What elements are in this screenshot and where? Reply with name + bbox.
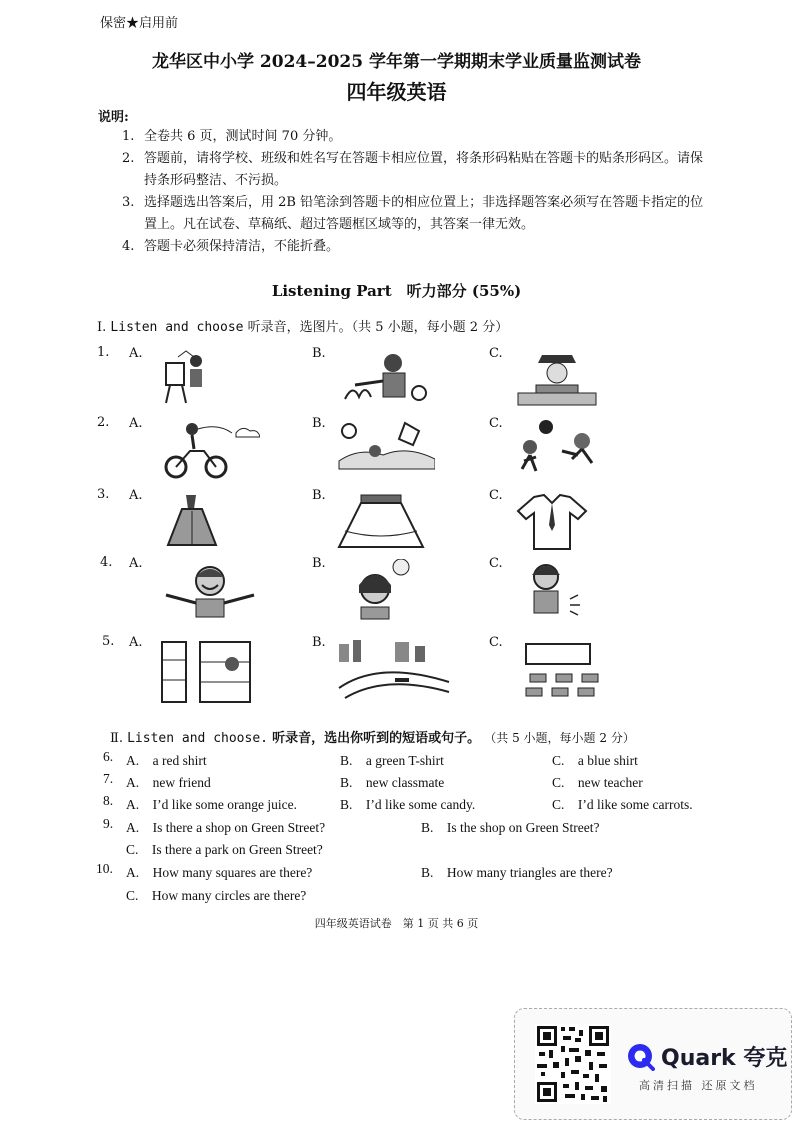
part1-instruction-zh: 听录音，选图片。（共 5 小题，每小题 2 分） xyxy=(247,320,509,335)
question-4-number: 4. xyxy=(100,555,113,570)
q8-option-a: A. I’d like some orange juice. xyxy=(126,797,297,812)
q10-option-c: C. How many circles are there? xyxy=(126,888,307,903)
part2-instruction xyxy=(110,727,635,746)
happy-girl-picture[interactable] xyxy=(160,559,260,625)
playing-football-picture[interactable] xyxy=(512,419,612,485)
q7-number: 7. xyxy=(103,771,114,786)
question-3-option-b[interactable]: B. xyxy=(312,488,326,503)
q6-option-b: B. a green T-shirt xyxy=(340,753,444,768)
q10-option-b: B. How many triangles are there? xyxy=(421,865,613,880)
question-3-option-a[interactable]: A. xyxy=(129,488,143,503)
playground-picture[interactable] xyxy=(335,638,461,704)
question-2-number: 2. xyxy=(97,415,110,430)
question-3-number: 3. xyxy=(97,487,110,502)
hungry-girl-picture[interactable] xyxy=(512,559,612,625)
q6-option-a: A. a red shirt xyxy=(126,753,207,768)
q10-option-a: A. How many squares are there? xyxy=(126,865,313,880)
notes-list xyxy=(122,126,707,258)
question-5-number: 5. xyxy=(102,634,115,649)
question-1-option-c[interactable]: C. xyxy=(489,346,503,361)
question-5-option-a[interactable]: A. xyxy=(129,635,143,650)
q8-number: 8. xyxy=(103,793,114,808)
painter-picture[interactable] xyxy=(160,349,260,415)
q9-option-a: A. Is there a shop on Green Street? xyxy=(126,820,326,835)
confidential-label: 保密★启用前 xyxy=(100,16,179,31)
question-2-option-b[interactable]: B. xyxy=(312,416,326,431)
q6-option-c: C. a blue shirt xyxy=(552,753,638,768)
riding-bike-picture[interactable] xyxy=(160,419,260,485)
q7-option-b: B. new classmate xyxy=(340,775,445,790)
question-1-option-b[interactable]: B. xyxy=(312,346,326,361)
question-1-number: 1. xyxy=(97,345,110,360)
quark-brand: Quark 夸克 xyxy=(661,1046,788,1071)
quark-watermark xyxy=(514,1008,792,1120)
question-2-option-c[interactable]: C. xyxy=(489,416,503,431)
question-5-option-c[interactable]: C. xyxy=(489,635,503,650)
part2-instruction-en: Listen and choose. xyxy=(127,731,268,746)
part2-instruction-score: （共 5 小题，每小题 2 分） xyxy=(484,731,635,745)
skirt-picture[interactable] xyxy=(335,491,435,557)
police-officer-picture[interactable] xyxy=(512,349,612,415)
qr-code-icon xyxy=(535,1024,611,1104)
note-item: 4. 答题卡必须保持清洁，不能折叠。 xyxy=(122,239,340,254)
notes-heading: 说明: xyxy=(98,110,129,125)
quark-tagline: 高清扫描 还原文档 xyxy=(639,1079,758,1092)
q8-option-b: B. I’d like some candy. xyxy=(340,797,476,812)
thinking-girl-picture[interactable] xyxy=(335,559,435,625)
library-picture[interactable] xyxy=(160,638,260,704)
question-4-option-a[interactable]: A. xyxy=(129,556,143,571)
question-4-option-c[interactable]: C. xyxy=(489,556,503,571)
q7-option-a: A. new friend xyxy=(126,775,211,790)
shirt-picture[interactable] xyxy=(512,491,612,557)
question-4-option-b[interactable]: B. xyxy=(312,556,326,571)
question-2-option-a[interactable]: A. xyxy=(129,416,143,431)
q6-number: 6. xyxy=(103,749,114,764)
question-5-option-b[interactable]: B. xyxy=(312,635,326,650)
listening-section-title: Listening Part 听力部分 (55%) xyxy=(271,282,522,300)
exam-title: 龙华区中小学 2024–2025 学年第一学期期末学业质量监测试卷 xyxy=(152,52,641,72)
q9-option-c: C. Is there a park on Green Street? xyxy=(126,842,323,857)
dress-picture[interactable] xyxy=(160,491,260,557)
quark-logo-icon xyxy=(627,1043,655,1071)
classroom-picture[interactable] xyxy=(512,638,612,704)
page-footer: 四年级英语试卷 第 1 页 共 6 页 xyxy=(314,917,479,930)
q10-number: 10. xyxy=(96,861,113,876)
part2-instruction-zh: 听录音，选出你听到的短语或句子。 xyxy=(272,731,481,746)
q7-option-c: C. new teacher xyxy=(552,775,643,790)
q9-number: 9. xyxy=(103,816,114,831)
q8-option-c: C. I’d like some carrots. xyxy=(552,797,693,812)
question-1-option-a[interactable]: A. xyxy=(129,346,143,361)
exam-subject: 四年级英语 xyxy=(346,80,447,104)
part1-roman: Ⅰ. xyxy=(97,320,107,335)
part1-instruction xyxy=(97,316,508,335)
question-3-option-c[interactable]: C. xyxy=(489,488,503,503)
note-item: 3. 选择题选出答案后，用 2B 铅笔涂到答题卡的相应位置上；非选择题答案必须写在答题卡指定的位置上。凡在试卷、草稿纸、超过答题框区域等的，其答案一律无效。 xyxy=(122,195,704,232)
firefighter-picture[interactable] xyxy=(335,349,435,415)
note-item: 2. 答题前，请将学校、班级和姓名写在答题卡相应位置，将条形码粘贴在答题卡的贴条形码区。请保持条形码整洁、不污损。 xyxy=(122,151,704,188)
note-item: 1. 全卷共 6 页，测试时间 70 分钟。 xyxy=(122,129,342,144)
part1-instruction-en: Listen and choose xyxy=(110,320,244,335)
part2-roman: Ⅱ. xyxy=(110,731,123,746)
flying-kite-picture[interactable] xyxy=(335,419,435,485)
q9-option-b: B. Is the shop on Green Street? xyxy=(421,820,600,835)
